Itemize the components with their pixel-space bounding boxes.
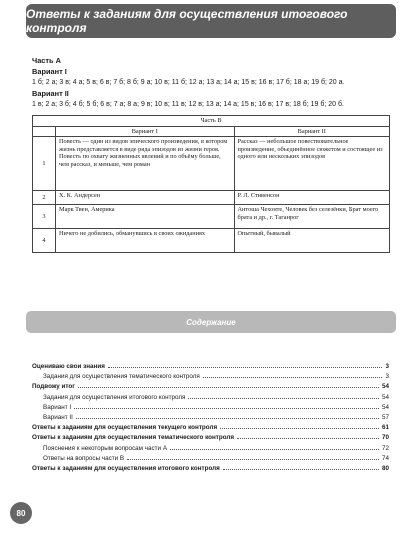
toc-label: Подвожу итог [32, 383, 75, 391]
toc-leader [237, 433, 379, 439]
toc-leader [170, 444, 379, 450]
toc-item[interactable] [32, 393, 389, 403]
row-number: 3 [33, 205, 56, 229]
part-b-table [32, 115, 390, 253]
row-number: 2 [33, 191, 56, 205]
row-variant-2: Рассказ — небольшое повествовательное произведение, объединённое сюжетом и состоящее из одного или нескольких эпизодов [234, 137, 390, 191]
toc-item[interactable] [32, 382, 389, 392]
variant-2-answers: 1 в; 2 а; 3 б; 4 б; 5 б; 6 в; 7 а; 8 а; 9 в; 10 в; 11 в; 12 в; 13 а; 14 а; 15 в; 16 в; 17 в; 18 б; 19 б; 20 б. [32, 101, 344, 108]
toc-label: Пояснения к некоторым вопросам части А [43, 444, 168, 452]
toc-page: 80 [381, 464, 389, 472]
toc-page: 54 [381, 393, 389, 401]
answers-part-a [32, 55, 392, 110]
toc-leader [203, 372, 383, 378]
toc-leader [76, 413, 379, 419]
page-number-badge [10, 502, 32, 524]
table-title: Часть В [33, 116, 390, 127]
table-header-variant-1: Вариант I [56, 126, 235, 137]
toc-page: 72 [381, 444, 389, 452]
contents-title: Содержание [186, 317, 236, 327]
table-row [33, 191, 390, 205]
toc-page: 3 [385, 363, 389, 370]
toc-label: Ответы на вопросы части В [43, 454, 125, 462]
table-of-contents [32, 362, 389, 474]
toc-page: 61 [381, 424, 389, 432]
toc-label: Вариант I [43, 403, 72, 411]
toc-page: 70 [381, 434, 389, 442]
toc-item[interactable] [32, 444, 389, 454]
table-header-num [33, 126, 56, 137]
toc-label: Задания для осуществления тематического контроля [43, 373, 200, 381]
toc-label: Ответы к заданиям для осуществления итогового контроля [32, 464, 220, 472]
toc-label: Ответы к заданиям для осуществления текущего контроля [32, 424, 218, 432]
toc-item[interactable] [32, 464, 389, 474]
row-variant-1: Марк Твен, Америка [56, 205, 235, 229]
toc-label: Задания для осуществления итогового контроля [43, 393, 186, 401]
table-header-variant-2: Вариант II [234, 126, 390, 137]
toc-page: 3 [385, 373, 389, 381]
toc-item[interactable] [32, 413, 389, 423]
page-header-banner [26, 4, 396, 38]
toc-page: 57 [381, 413, 389, 421]
row-number: 4 [33, 229, 56, 253]
row-variant-2: Р. Л. Стивенсон [234, 191, 390, 205]
table-row [33, 229, 390, 253]
toc-item[interactable] [32, 372, 389, 382]
page-header-title: Ответы к заданиям для осуществления итогового контроля [26, 7, 348, 35]
contents-banner [26, 311, 396, 333]
table-title-row [33, 116, 390, 127]
row-variant-1: Х. К. Андерсен [56, 191, 235, 205]
row-variant-2: Антоша Чехонте, Человек без селезёнки, Брат моего брата и др., г. Таганрог [234, 205, 390, 229]
toc-label: Вариант II [43, 413, 73, 421]
variant-1-answers: 1 б; 2 а; 3 в; 4 а; 5 в; 6 в; 7 б; 8 б; 9 а; 10 в; 11 б; 12 а; 13 а; 14 а; 15 в; 16 в; 17 б; 18 а; 19 б; 20 а. [32, 79, 345, 86]
row-variant-1: Ничего не добились, обманувшись в своих ожиданиях [56, 229, 235, 253]
toc-leader [108, 362, 383, 368]
toc-item[interactable] [32, 454, 389, 464]
row-variant-1: Повесть — один из видов эпического произведения, в котором жизнь представляется в виде ряда эпизодов из жизни героя. Повесть по охвату жизненных явлений и по объёму больше, чем рассказ, и меньше, чем роман [56, 137, 235, 191]
variant-2-heading: Вариант II [32, 89, 69, 98]
toc-page: 54 [381, 383, 389, 391]
row-variant-2: Опытный, бывалый [234, 229, 390, 253]
toc-item[interactable] [32, 423, 389, 433]
row-number: 1 [33, 137, 56, 191]
toc-item[interactable] [32, 433, 389, 443]
toc-leader [127, 454, 379, 460]
toc-leader [74, 403, 379, 409]
variant-1-heading: Вариант I [32, 67, 67, 76]
toc-label: Оцениваю свои знания [32, 363, 105, 370]
toc-item[interactable] [32, 403, 389, 413]
part-a-heading: Часть А [32, 56, 61, 65]
table-header-row [33, 126, 390, 137]
toc-label: Ответы к заданиям для осуществления тематического контроля [32, 434, 235, 442]
toc-item[interactable] [32, 362, 389, 372]
toc-leader [220, 423, 379, 429]
table-row [33, 137, 390, 191]
toc-leader [78, 382, 379, 388]
toc-leader [188, 393, 379, 399]
toc-page: 74 [381, 454, 389, 462]
toc-leader [223, 464, 379, 470]
page-number: 80 [16, 508, 26, 518]
toc-page: 54 [381, 403, 389, 411]
table-row [33, 205, 390, 229]
